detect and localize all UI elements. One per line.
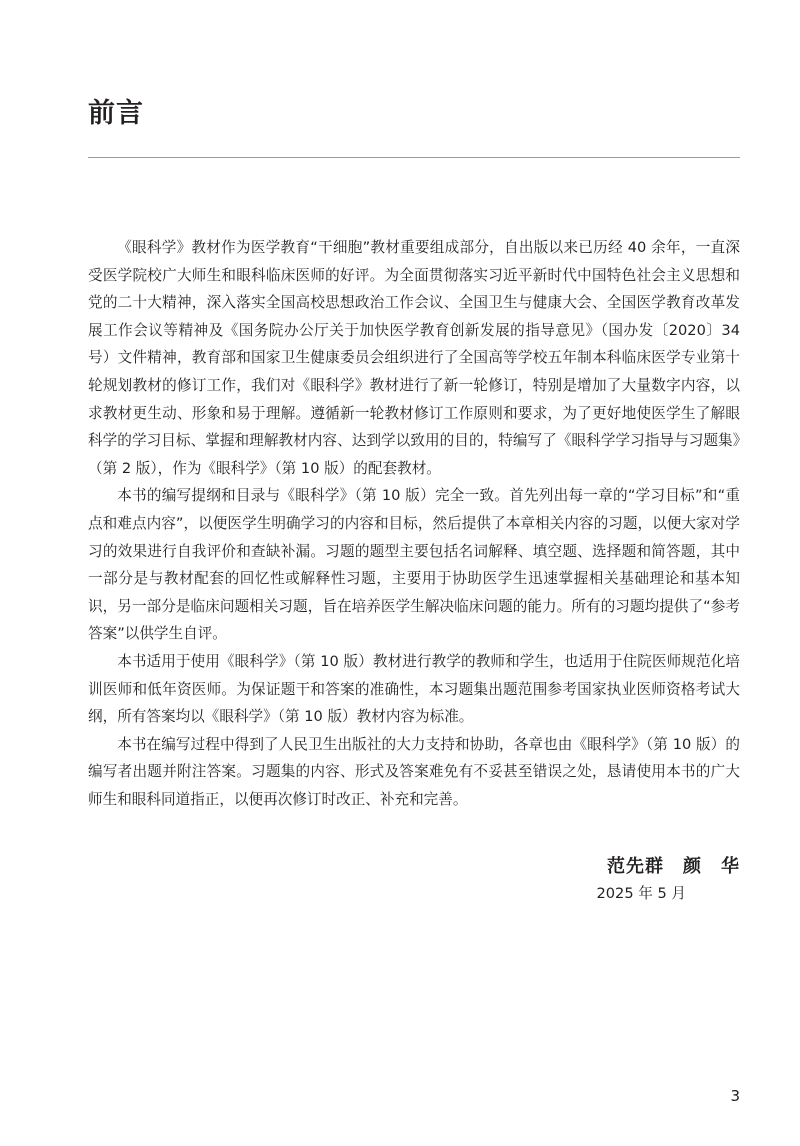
signature-date: 2025 年 5 月 <box>596 885 686 902</box>
author-names: 范先群 颜 华 <box>607 856 740 877</box>
paragraph-1: 《眼科学》教材作为医学教育“干细胞”教材重要组成部分，自出版以来已历经 40 余年，一直深受医学院校广大师生和眼科临床医师的好评。为全面贯彻落实习近平新时代中国特色社会主义思想和党的二十大精神，深入落实全国高校思想政治工作会议、全国卫生与健康大会、全国医学教育改革发展工作会议等精神及《国务院办公厅关于加快医学教育创新发展的指导意见》（国办发〔2020〕34 号）文件精神，教育部和国家卫生健康委员会组织进行了全国高等学校五年制本科临床医学专业第十轮规划教材的修订工作，我们对《眼科学》教材进行了新一轮修订，特别是增加了大量数字内容，以求教材更生动、形象和易于理解。遵循新一轮教材修订工作原则和要求，为了更好地使医学生了解眼科学的学习目标、掌握和理解教材内容、达到学以致用的目的，特编写了《眼科学学习指导与习题集》（第 2 版），作为《眼科学》（第 10 版）的配套教材。 <box>88 239 740 477</box>
page-title: 前言 <box>88 98 144 129</box>
paragraph-2: 本书的编写提纲和目录与《眼科学》（第 10 版）完全一致。首先列出每一章的“学习目标”和“重点和难点内容”，以便医学生明确学习的内容和目标，然后提供了本章相关内容的习题，以便大家对学习的效果进行自我评价和查缺补漏。习题的题型主要包括名词解释、填空题、选择题和简答题，其中一部分是与教材配套的回忆性或解释性习题，主要用于协助医学生迅速掌握相关基础理论和基本知识，另一部分是临床问题相关习题，旨在培养医学生解决临床问题的能力。所有的习题均提供了“参考答案”以供学生自评。 <box>88 487 740 643</box>
title-divider <box>88 157 740 158</box>
paragraph-4: 本书在编写过程中得到了人民卫生出版社的大力支持和协助，各章也由《眼科学》（第 10 版）的编写者出题并附注答案。习题集的内容、形式及答案难免有不妥甚至错误之处，恳请使用本书的广大师生和眼科同道指正，以便再次修订时改正、补充和完善。 <box>88 735 740 808</box>
preface-body <box>88 234 740 813</box>
paragraph-3: 本书适用于使用《眼科学》（第 10 版）教材进行教学的教师和学生，也适用于住院医师规范化培训医师和低年资医师。为保证题干和答案的准确性，本习题集出题范围参考国家执业医师资格考试大纲，所有答案均以《眼科学》（第 10 版）教材内容为标准。 <box>88 652 740 726</box>
signature-block <box>480 852 740 906</box>
page-number: 3 <box>730 1087 740 1105</box>
